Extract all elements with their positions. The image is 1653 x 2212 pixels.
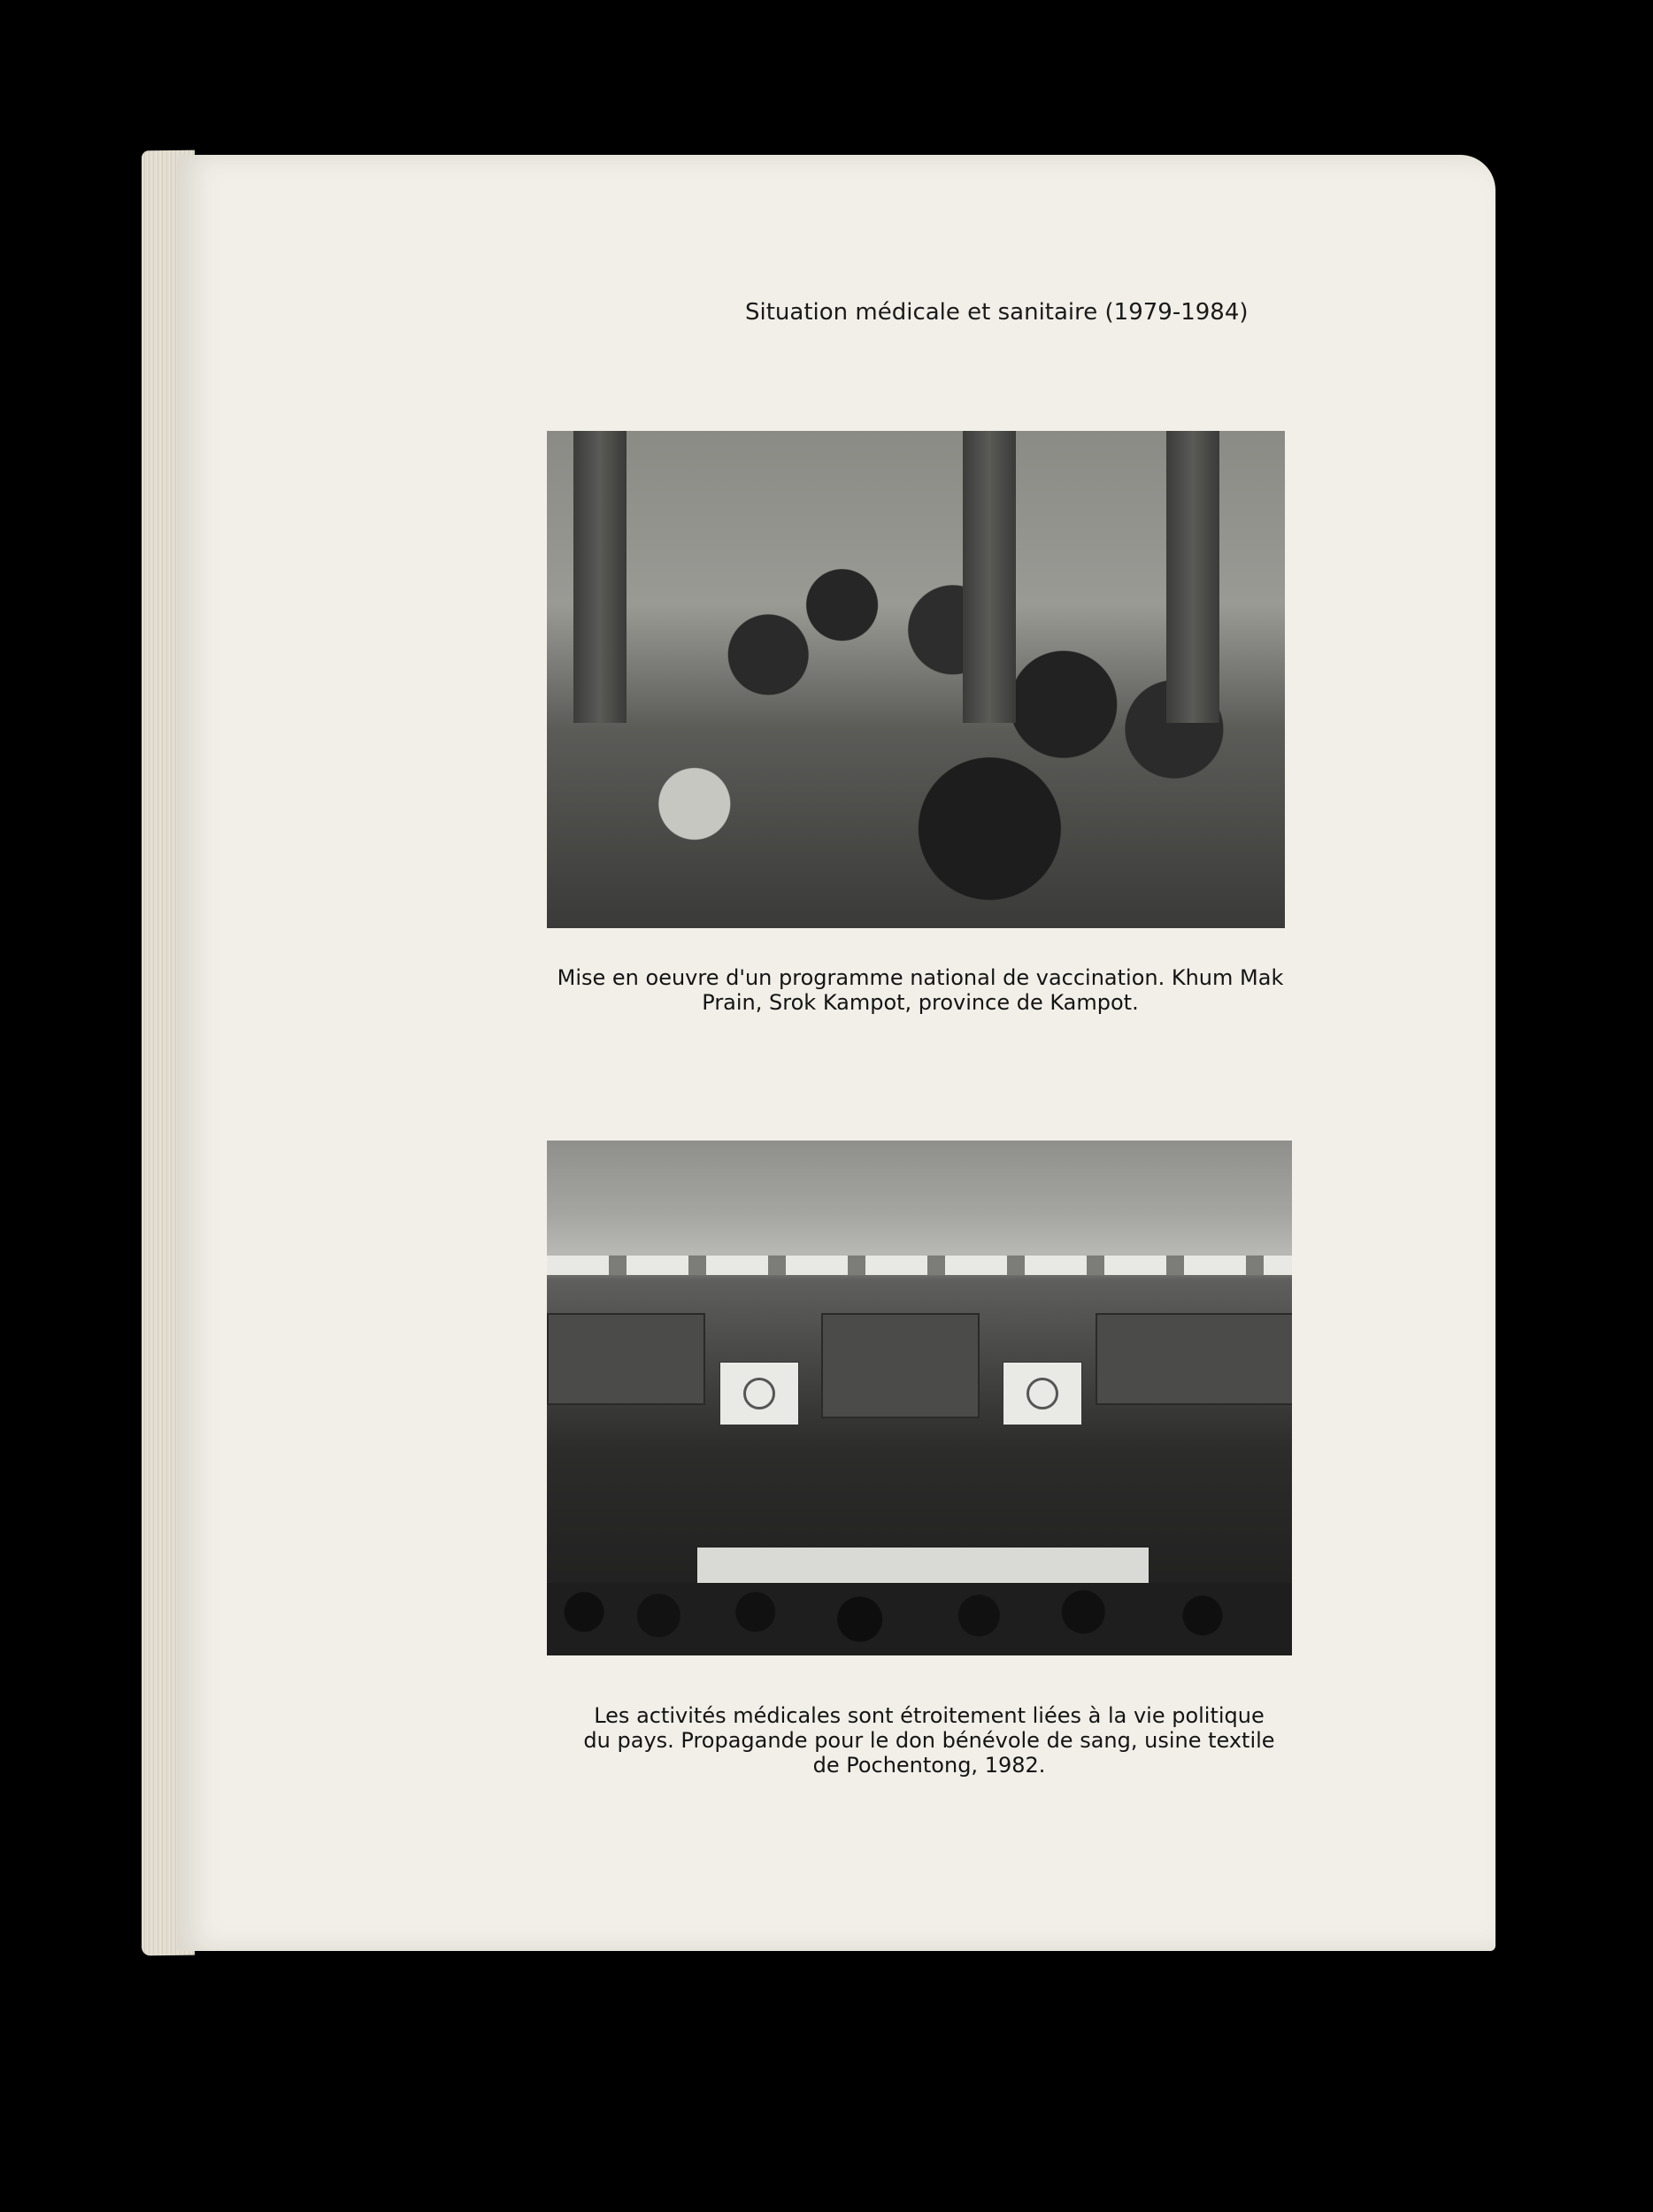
banner xyxy=(1096,1313,1292,1405)
caption-line: Mise en oeuvre d'un programme national de vaccination. Khum Mak xyxy=(557,965,1284,990)
running-head: Situation médicale et sanitaire (1979-1984) xyxy=(745,299,1249,326)
red-cross-flag xyxy=(719,1362,799,1425)
figure-caption-1 xyxy=(531,965,1310,1015)
wall-vents xyxy=(547,1256,1292,1275)
photo-pillar xyxy=(963,431,1016,723)
red-cross-flag xyxy=(1003,1362,1082,1425)
red-cross-icon xyxy=(1026,1378,1058,1409)
banner xyxy=(821,1313,980,1418)
banner xyxy=(547,1313,705,1405)
photo-pillar xyxy=(573,431,627,723)
page-sheet xyxy=(177,155,1495,1951)
caption-line: de Pochentong, 1982. xyxy=(812,1753,1046,1778)
caption-line: Les activités médicales sont étroitement liées à la vie politique xyxy=(594,1703,1265,1728)
caption-line: Prain, Srok Kampot, province de Kampot. xyxy=(702,990,1139,1015)
photo-pillar xyxy=(1166,431,1219,723)
caption-line: du pays. Propagande pour le don bénévole de sang, usine textile xyxy=(583,1728,1275,1753)
audience-crowd xyxy=(547,1583,1292,1655)
vaccination-photo xyxy=(547,431,1285,928)
blood-donation-meeting-photo xyxy=(547,1141,1292,1655)
figure-caption-2 xyxy=(549,1703,1310,1778)
red-cross-icon xyxy=(743,1378,775,1409)
